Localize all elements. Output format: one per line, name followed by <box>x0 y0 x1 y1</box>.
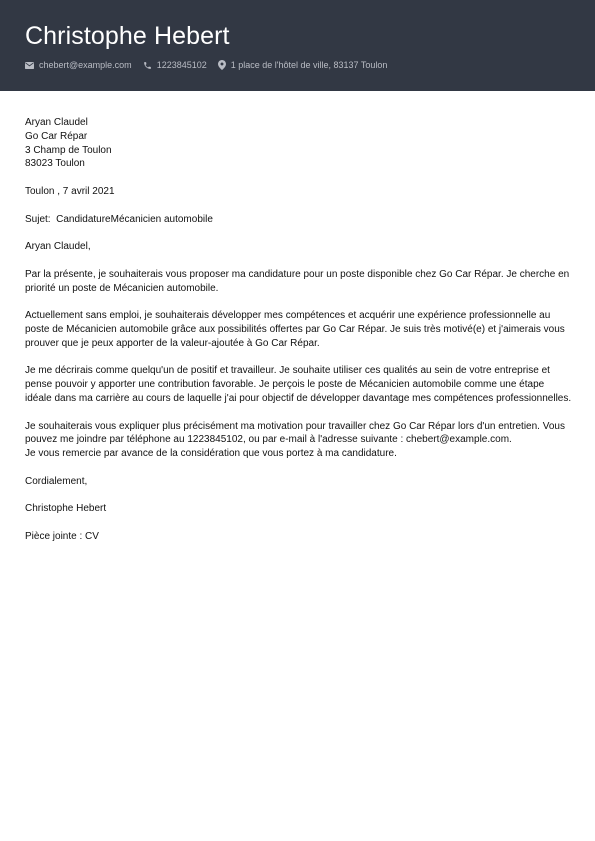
letter-body <box>25 116 573 558</box>
date-line: Toulon , 7 avril 2021 <box>25 185 115 197</box>
recipient-street: 3 Champ de Toulon <box>25 144 112 156</box>
recipient-city: 83023 Toulon <box>25 158 85 170</box>
location-pin-icon <box>218 60 231 70</box>
salutation: Aryan Claudel, <box>25 241 91 253</box>
contact-address <box>218 60 388 70</box>
attachment-note: Pièce jointe : CV <box>25 530 99 542</box>
phone-icon <box>143 61 157 70</box>
recipient-company: Go Car Répar <box>25 130 88 142</box>
sender-name: Christophe Hebert <box>25 22 230 50</box>
paragraph-qualities: Je me décrirais comme quelqu'un de positif et travailleur. Je souhaite utiliser ces qualités au sein de votre entreprise et pense pouvoir y apporter une contribution favorable. Je perçois le poste de Mécanicien automobile comme une étape idéale dans ma carrière au cours de laquelle j'ai pour objectif de développer davantage mes compétences professionnelles. <box>25 365 572 404</box>
recipient-name: Aryan Claudel <box>25 117 88 128</box>
closing: Cordialement, <box>25 475 88 487</box>
contact-phone <box>143 60 207 70</box>
paragraph-intro: Par la présente, je souhaiterais vous proposer ma candidature pour un poste disponible chez Go Car Répar. Je cherche en priorité un poste de Mécanicien automobile. <box>25 268 570 294</box>
contact-email <box>25 60 132 70</box>
paragraph-thanks: Je vous remercie par avance de la considération que vous portez à ma candidature. <box>25 448 397 460</box>
recipient-block <box>25 116 573 171</box>
paragraph-contact: Je souhaiterais vous expliquer plus précisément ma motivation pour travailler chez Go Car Répar lors d'un entretien. Vous pouvez me joindre par téléphone au 1223845102, ou par e-mail à l'adresse suivante : chebert@example.com. <box>25 420 565 446</box>
signature: Christophe Hebert <box>25 503 107 515</box>
subject-line: Sujet: CandidatureMécanicien automobile <box>25 213 213 225</box>
email-text[interactable]: chebert@example.com <box>39 60 132 70</box>
phone-text[interactable]: 1223845102 <box>156 60 207 70</box>
letter-header <box>0 0 595 91</box>
address-text: 1 place de l'hôtel de ville, 83137 Toulon <box>230 60 388 70</box>
contact-info <box>25 60 398 70</box>
paragraph-motivation: Actuellement sans emploi, je souhaiterais développer mes compétences et acquérir une expérience professionnelle au poste de Mécanicien automobile grâce aux possibilités offertes par Go Car Répar. Je suis très motivé(e) et j'aimerais vous prouver que je peux apporter de la valeur-ajoutée à Go Car Répar. <box>25 310 565 349</box>
mail-icon <box>25 62 39 69</box>
